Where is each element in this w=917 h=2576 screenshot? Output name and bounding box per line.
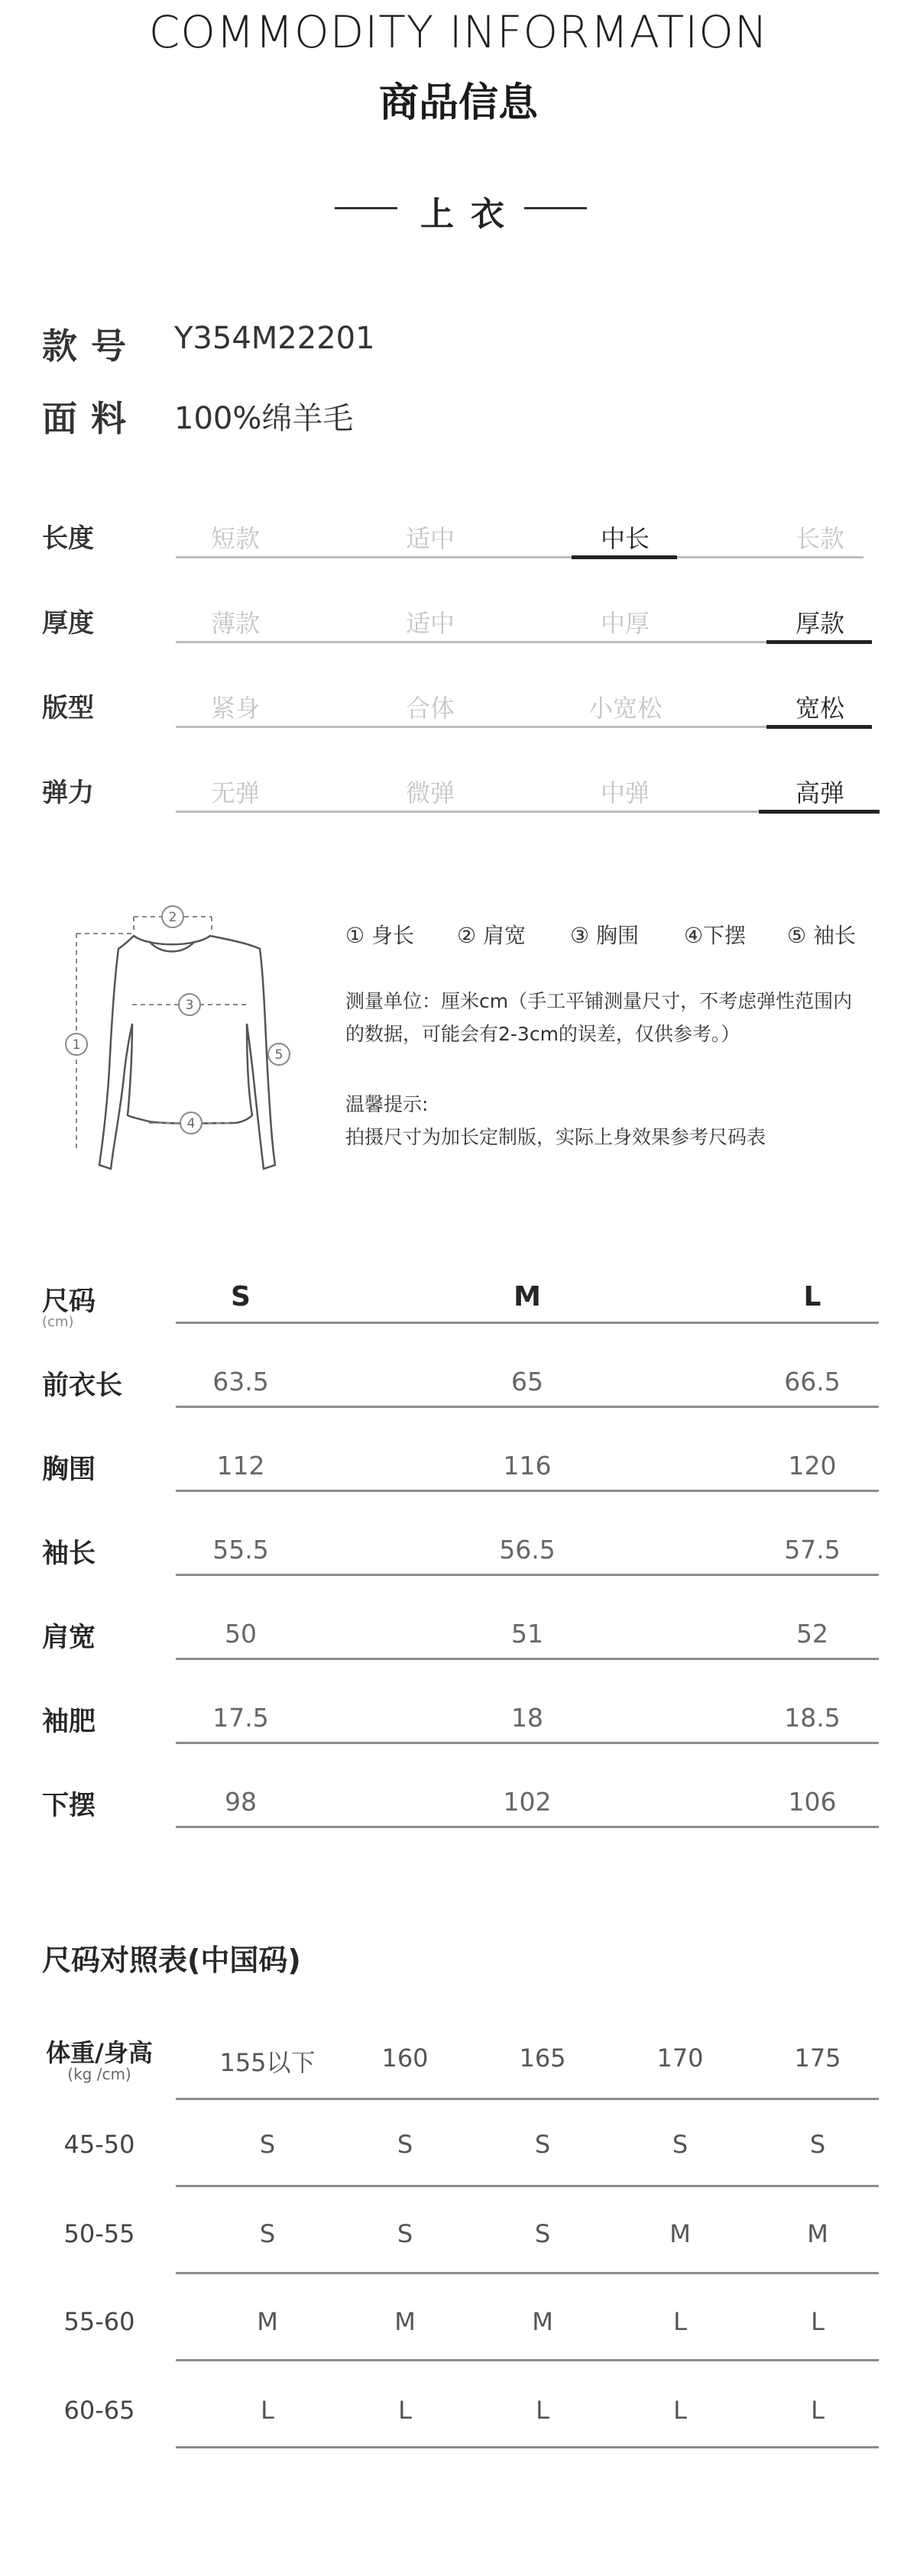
attr-selected-marker (759, 810, 880, 814)
legend-shoulder: ② 肩宽 (457, 923, 527, 948)
table-rule (176, 1574, 879, 1576)
table-rule (176, 2446, 879, 2448)
table-rule (176, 1322, 879, 1324)
conversion-header-unit: (kg /cm) (67, 2065, 131, 2083)
tip-title: 温馨提示: (345, 1093, 429, 1115)
attr-option: 中弹 (600, 778, 650, 807)
attr-option: 紧身 (210, 694, 260, 723)
table-rule (176, 1406, 879, 1408)
attr-option: 短款 (210, 524, 260, 553)
cell: M (532, 2307, 553, 2336)
legend-sleeve: ⑤ 袖长 (787, 923, 857, 948)
attr-label: 厚度 (42, 608, 94, 639)
size-table-unit: (cm) (42, 1314, 74, 1330)
attr-option-selected: 高弹 (795, 778, 844, 807)
attr-option: 薄款 (210, 609, 260, 638)
row-label: 袖长 (42, 1539, 96, 1569)
attr-baseline (176, 556, 864, 558)
cell: L (536, 2396, 549, 2425)
cell: 63.5 (212, 1367, 269, 1396)
row-label: 胸围 (42, 1455, 96, 1485)
cell: S (534, 2130, 551, 2159)
attr-option: 长款 (795, 524, 844, 553)
cell: 57.5 (784, 1535, 841, 1565)
cell: 52 (796, 1619, 828, 1649)
marker-label: 5 (274, 1047, 284, 1063)
conversion-header-label: 体重/身高 (46, 2038, 153, 2067)
legend-chest: ③ 胸围 (570, 923, 640, 948)
cell: M (807, 2219, 828, 2248)
size-header: L (803, 1281, 821, 1312)
cell: L (673, 2307, 687, 2336)
cell: L (673, 2396, 687, 2425)
table-rule (176, 2098, 879, 2100)
weight-label: 50-55 (63, 2219, 135, 2248)
attr-option: 中厚 (600, 609, 650, 638)
section-line-right (524, 207, 587, 209)
cell: 106 (788, 1787, 837, 1817)
marker-label: 1 (72, 1037, 81, 1053)
height-header: 170 (656, 2044, 704, 2073)
cell: M (257, 2307, 278, 2336)
cell: S (259, 2130, 276, 2159)
cell: 116 (503, 1451, 552, 1481)
attr-baseline (176, 726, 864, 728)
attr-option: 小宽松 (588, 694, 662, 723)
row-label: 前衣长 (42, 1371, 123, 1401)
cell: S (397, 2130, 413, 2159)
attr-selected-marker (766, 725, 872, 729)
cell: 56.5 (499, 1535, 556, 1565)
attr-option-selected: 宽松 (795, 694, 844, 723)
attr-option: 合体 (405, 694, 455, 723)
weight-label: 45-50 (63, 2130, 135, 2159)
section-line-left (335, 207, 397, 209)
table-rule (176, 1742, 879, 1744)
row-label: 肩宽 (42, 1623, 96, 1653)
row-label: 下摆 (42, 1791, 96, 1821)
cell: L (811, 2307, 825, 2336)
attr-option: 适中 (405, 524, 455, 553)
title-cn: 商品信息 (378, 80, 538, 126)
cell: 65 (511, 1367, 543, 1396)
cell: S (397, 2219, 413, 2248)
marker-label: 4 (186, 1116, 196, 1131)
section-title: 上衣 (420, 195, 521, 234)
size-header: M (514, 1281, 541, 1312)
size-table-header-label: 尺码 (42, 1286, 96, 1317)
legend-hem: ④下摆 (684, 923, 747, 948)
table-rule (176, 2359, 879, 2361)
cell: L (811, 2396, 825, 2425)
weight-label: 60-65 (63, 2396, 135, 2425)
info-label-style: 款号 (42, 325, 140, 367)
legend-body-length: ① 身长 (345, 923, 415, 948)
attr-selected-marker (572, 555, 677, 559)
marker-label: 2 (168, 910, 177, 925)
attr-option: 无弹 (210, 778, 260, 807)
table-rule (176, 1658, 879, 1660)
cell: S (809, 2130, 826, 2159)
cell: 102 (503, 1787, 552, 1817)
cell: M (669, 2219, 691, 2248)
attr-selected-marker (766, 640, 872, 644)
measure-note-line1: 测量单位：厘米cm（手工平铺测量尺寸，不考虑弹性范围内 (345, 990, 853, 1012)
cell: 51 (511, 1619, 543, 1649)
cell: S (672, 2130, 689, 2159)
cell: 17.5 (212, 1703, 269, 1733)
measure-note-line2: 的数据，可能会有2-3cm的误差，仅供参考。） (345, 1023, 740, 1045)
cell: 55.5 (212, 1535, 269, 1565)
cell: S (534, 2219, 551, 2248)
marker-label: 3 (185, 998, 194, 1013)
cell: M (394, 2307, 416, 2336)
cell: 98 (225, 1787, 257, 1817)
attr-option-selected: 厚款 (795, 609, 844, 638)
attr-label: 弹力 (42, 778, 94, 808)
attr-label: 版型 (42, 693, 94, 723)
cell: 66.5 (784, 1367, 841, 1396)
title-en: COMMODITY INFORMATION (148, 6, 769, 58)
cell: 120 (788, 1451, 837, 1481)
table-rule (176, 2185, 879, 2187)
cell: 18.5 (784, 1703, 841, 1733)
conversion-title: 尺码对照表(中国码) (42, 1943, 301, 1977)
height-header: 165 (519, 2044, 566, 2073)
cell: S (259, 2219, 276, 2248)
tip-text: 拍摄尺寸为加长定制版，实际上身效果参考尺码表 (345, 1126, 766, 1148)
attr-label: 长度 (42, 523, 94, 554)
height-header: 160 (381, 2044, 429, 2073)
height-header: 175 (794, 2044, 841, 2073)
attr-baseline (176, 641, 864, 643)
table-rule (176, 1826, 879, 1828)
info-value-style: Y354M22201 (174, 321, 375, 356)
table-rule (176, 2272, 879, 2274)
attr-option: 微弹 (405, 778, 455, 807)
info-value-fabric: 100%绵羊毛 (174, 401, 354, 436)
cell: 18 (511, 1703, 543, 1733)
size-header: S (231, 1281, 251, 1312)
cell: 50 (225, 1619, 257, 1649)
cell: L (261, 2396, 274, 2425)
height-header: 155以下 (219, 2048, 316, 2077)
garment-measurement-diagram (42, 901, 317, 1184)
attr-option: 适中 (405, 609, 455, 638)
info-label-fabric: 面料 (42, 398, 140, 439)
table-rule (176, 1490, 879, 1492)
weight-label: 55-60 (63, 2307, 135, 2336)
sweater-outline-icon (99, 936, 275, 1169)
attr-option-selected: 中长 (600, 524, 650, 553)
cell: L (398, 2396, 412, 2425)
cell: 112 (216, 1451, 265, 1481)
row-label: 袖肥 (42, 1707, 96, 1737)
